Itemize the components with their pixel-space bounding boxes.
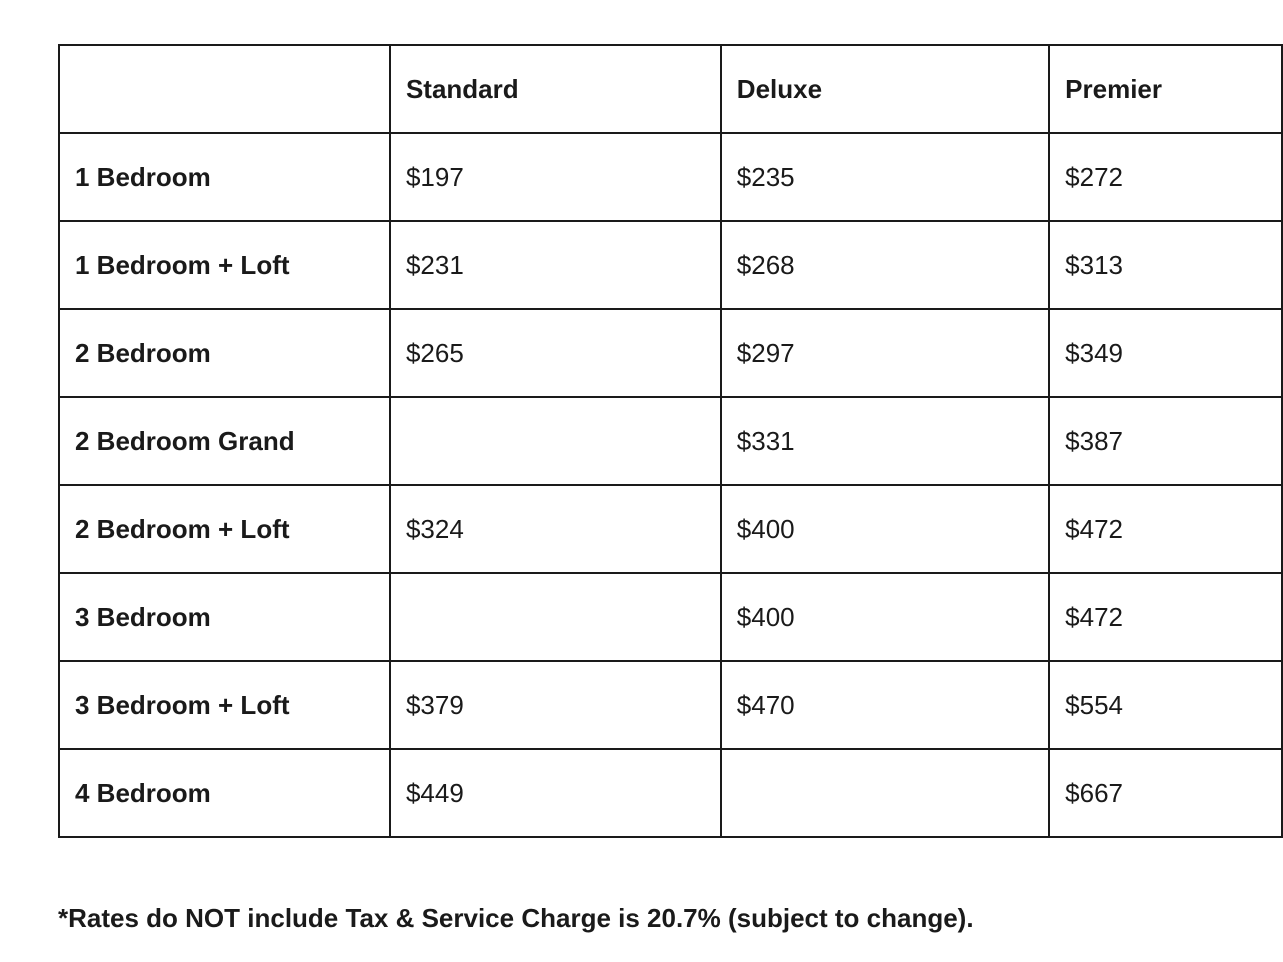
standard-price: $379 (390, 661, 721, 749)
row-label: 3 Bedroom + Loft (59, 661, 390, 749)
deluxe-price: $470 (721, 661, 1049, 749)
table-row (59, 221, 1282, 309)
header-cell-deluxe: Deluxe (721, 45, 1049, 133)
deluxe-price: $400 (721, 485, 1049, 573)
header-cell-empty (59, 45, 390, 133)
row-label: 1 Bedroom (59, 133, 390, 221)
deluxe-price (721, 749, 1049, 837)
table-row (59, 485, 1282, 573)
table-row (59, 573, 1282, 661)
premier-price: $667 (1049, 749, 1282, 837)
row-label: 1 Bedroom + Loft (59, 221, 390, 309)
premier-price: $349 (1049, 309, 1282, 397)
premier-price: $272 (1049, 133, 1282, 221)
header-cell-standard: Standard (390, 45, 721, 133)
premier-price: $387 (1049, 397, 1282, 485)
standard-price: $324 (390, 485, 721, 573)
table-row (59, 133, 1282, 221)
deluxe-price: $400 (721, 573, 1049, 661)
deluxe-price: $235 (721, 133, 1049, 221)
deluxe-price: $297 (721, 309, 1049, 397)
rates-footnote: *Rates do NOT include Tax & Service Charge is 20.7% (subject to change). (58, 903, 974, 933)
table-row (59, 661, 1282, 749)
standard-price: $231 (390, 221, 721, 309)
premier-price: $554 (1049, 661, 1282, 749)
table-row (59, 397, 1282, 485)
table-row (59, 309, 1282, 397)
premier-price: $472 (1049, 573, 1282, 661)
row-label: 2 Bedroom + Loft (59, 485, 390, 573)
row-label: 4 Bedroom (59, 749, 390, 837)
standard-price: $449 (390, 749, 721, 837)
premier-price: $313 (1049, 221, 1282, 309)
header-cell-premier: Premier (1049, 45, 1282, 133)
standard-price: $197 (390, 133, 721, 221)
deluxe-price: $331 (721, 397, 1049, 485)
row-label: 3 Bedroom (59, 573, 390, 661)
standard-price (390, 397, 721, 485)
row-label: 2 Bedroom Grand (59, 397, 390, 485)
row-label: 2 Bedroom (59, 309, 390, 397)
standard-price: $265 (390, 309, 721, 397)
table-header-row (59, 45, 1282, 133)
deluxe-price: $268 (721, 221, 1049, 309)
premier-price: $472 (1049, 485, 1282, 573)
rate-table (58, 44, 1283, 838)
table-row (59, 749, 1282, 837)
standard-price (390, 573, 721, 661)
